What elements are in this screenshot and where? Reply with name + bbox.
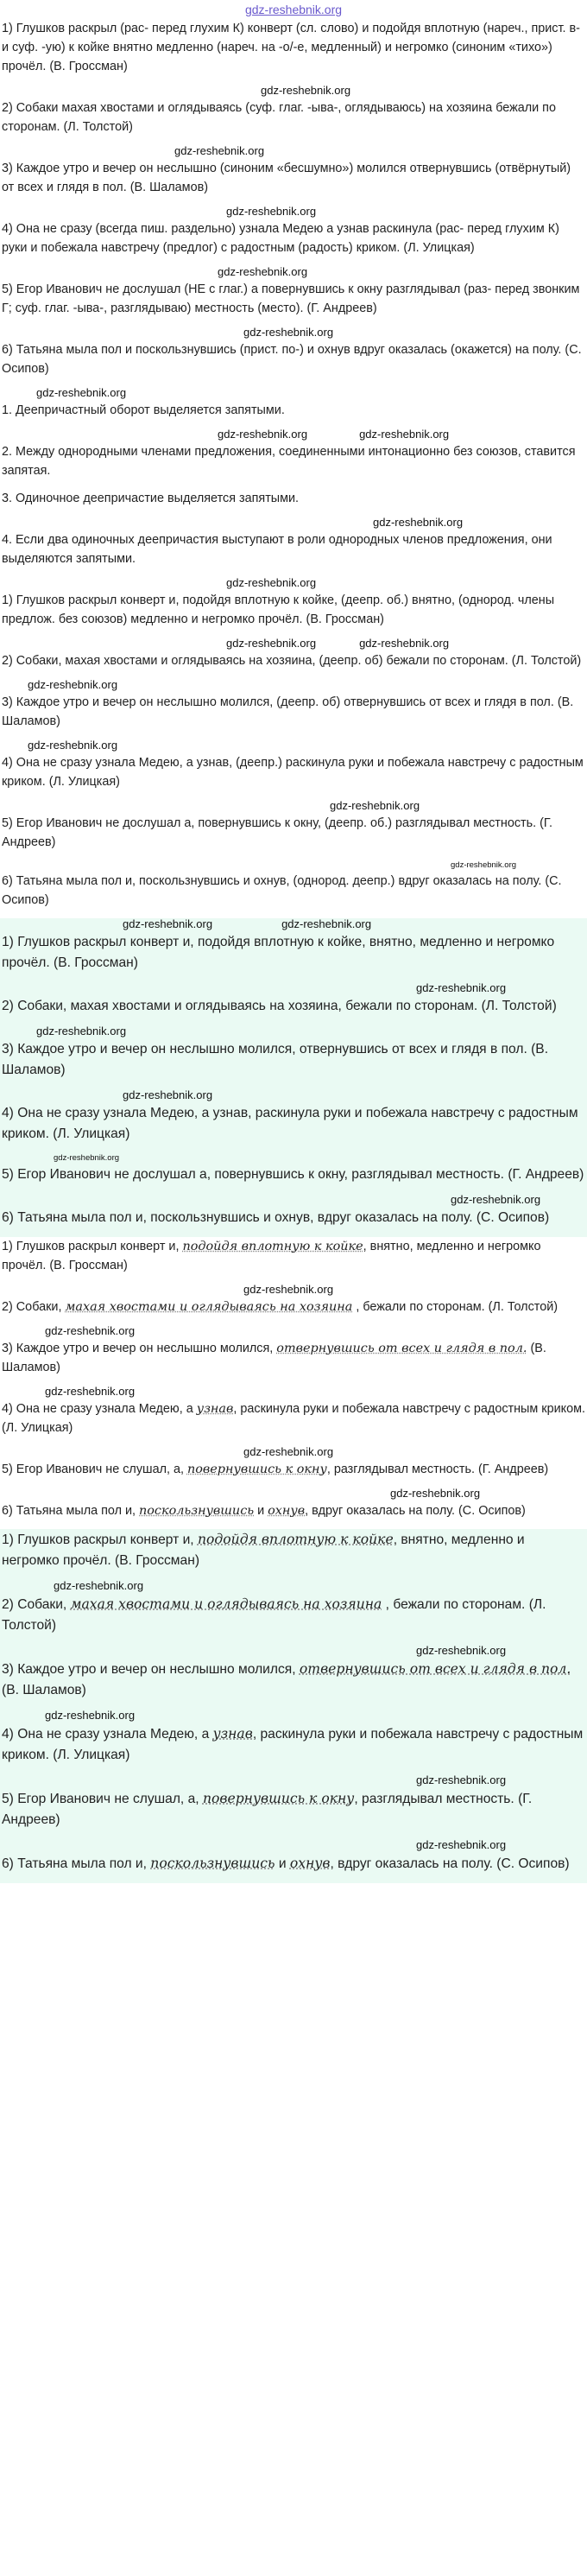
text-line: 6) Татьяна мыла пол и, поскользнувшись и охнув, (однород. деепр.) вдруг оказалась на полу. (С. Осипов) [2,874,562,907]
watermark: gdz-reshebnik.org [226,205,317,218]
text-line: 3) Каждое утро и вечер он неслышно молился, отвернувшись от всех и глядя в пол. (В. Шаламов) [2,1342,546,1374]
text-line: 5) Егор Иванович не дослушал (НЕ с глаг.) а повернувшись к окну разглядывал (раз- перед звонким Г; суф. глаг. -ыва-, разглядываю) местность (место). (Г. Андреев) [2,282,580,315]
site-link[interactable]: gdz-reshebnik.org [244,3,343,16]
rule-line: 2. Между однородными членами предложения, соединенными интонационно без союзов, ставится запятая. [2,445,576,478]
watermark: gdz-reshebnik.org [416,981,507,994]
text-line: 6) Татьяна мыла пол и, поскользнувшись и охнув, вдруг оказалась на полу. (С. Осипов) [2,1856,570,1871]
text-line: 3) Каждое утро и вечер он неслышно (синоним «бесшумно») молился отвернувшись (отвёрнутый) от всех и глядя в пол. (В. Шаламов) [2,162,571,194]
watermark: gdz-reshebnik.org [174,144,265,157]
watermark: gdz-reshebnik.org [28,739,118,752]
watermark: gdz-reshebnik.org [54,1579,144,1592]
rule-line: 3. Одиночное деепричастие выделяется запятыми. [2,492,300,505]
text-line: 4) Она не сразу узнала Медею, а узнав, раскинула руки и побежала навстречу с радостным криком. (Л. Улицкая) [2,1402,585,1435]
watermark: gdz-reshebnik.org [373,516,464,529]
text-line: 2) Собаки, махая хвостами и оглядываясь на хозяина, (деепр. об) бежали по сторонам. (Л. Толстой) [2,654,582,668]
site-header [0,0,587,19]
section-rules [0,401,587,589]
watermark: gdz-reshebnik.org [330,799,420,812]
text-line: 1) Глушков раскрыл конверт и, подойдя вплотную к койке, (деепр. об.) внятно, (однород. члены предлож. без союзов) медленно и негромко прочёл. (В. Гроссман) [2,593,555,626]
watermark: gdz-reshebnik.org [28,678,118,691]
text-line: 6) Татьяна мыла пол и поскользнувшись (прист. по-) и охнув вдруг оказалась (окажется) на полу. (С. Осипов) [2,343,582,376]
watermark: gdz-reshebnik.org [243,1283,334,1296]
text-line: 5) Егор Иванович не слушал, а, повернувшись к окну, разглядывал местность. (Г. Андреев) [2,1791,533,1827]
watermark: gdz-reshebnik.org [36,386,127,399]
section-corrected [0,918,587,1237]
watermark: gdz-reshebnik.org [45,1385,136,1398]
watermark: gdz-reshebnik.org [261,84,351,97]
text-line: 3) Каждое утро и вечер он неслышно молился, отвернувшись от всех и глядя в пол. (В. Шаламов) [2,1661,571,1697]
watermark: gdz-reshebnik.org [45,1709,136,1722]
watermark: gdz-reshebnik.org [45,1324,136,1337]
watermark: gdz-reshebnik.org gdz-reshebnik.org [218,428,450,441]
watermark: gdz-reshebnik.org [123,1088,213,1101]
watermark: gdz-reshebnik.org [416,1773,507,1786]
section-annotated [0,19,587,399]
text-line: 2) Собаки, махая хвостами и оглядываясь на хозяина , бежали по сторонам. (Л. Толстой) [2,1300,559,1314]
text-line: 4) Она не сразу узнала Медею, а узнав, (деепр.) раскинула руки и побежала навстречу с радостным криком. (Л. Улицкая) [2,756,584,789]
text-line: 3) Каждое утро и вечер он неслышно молился, (деепр. об) отвернувшись от всех и глядя в пол. (В. Шаламов) [2,695,574,728]
text-line: 2) Собаки, махая хвостами и оглядываясь на хозяина, бежали по сторонам. (Л. Толстой) [2,999,557,1013]
watermark: gdz-reshebnik.org [390,1487,481,1500]
watermark: gdz-reshebnik.org [218,265,308,278]
text-line: 4) Она не сразу узнала Медею, а узнав, раскинула руки и побежала навстречу с радостным криком. (Л. Улицкая) [2,1106,578,1141]
watermark: gdz-reshebnik.org [243,326,334,339]
watermark: gdz-reshebnik.org [451,1193,541,1206]
text-line: 6) Татьяна мыла пол и, поскользнувшись и охнув, вдруг оказалась на полу. (С. Осипов) [2,1504,526,1518]
text-line: 2) Собаки махая хвостами и оглядываясь (суф. глаг. -ыва-, оглядываюсь) на хозяина бежали по сторонам. (Л. Толстой) [2,101,556,134]
text-line: 1) Глушков раскрыл конверт и, подойдя вплотную к койке, внятно, медленно и негромко прочёл. (В. Гроссман) [2,935,555,970]
text-line: 5) Егор Иванович не дослушал а, повернувшись к окну, (деепр. об.) разглядывал местность. (Г. Андреев) [2,816,552,849]
watermark: gdz-reshebnik.org gdz-reshebnik.org [226,637,450,650]
text-line: 1) Глушков раскрыл (рас- перед глухим К) конверт (сл. слово) и подойдя вплотную (нареч., прист. в- и суф. -ую) к койке внятно медленно (нареч. на -о/-е, медленный) и негромко (синоним «тихо») прочёл. (В. Гроссман) [2,22,580,73]
watermark: gdz-reshebnik.org [451,860,517,870]
rule-line: 1. Деепричастный оборот выделяется запятыми. [2,403,285,417]
rule-line: 4. Если два одиночных деепричастия выступают в роли однородных членов предложения, они выделяются запятыми. [2,533,552,566]
section-highlighted [0,1237,587,1529]
text-line: 4) Она не сразу (всегда пиш. раздельно) узнала Медею а узнав раскинула (рас- перед глухим К) руки и побежала навстречу (предлог) с радостным (радость) криком. (Л. Улицкая) [2,222,559,255]
text-line: 2) Собаки, махая хвостами и оглядываясь на хозяина , бежали по сторонам. (Л. Толстой) [2,1596,546,1633]
text-line: 4) Она не сразу узнала Медею, а узнав, раскинула руки и побежала навстречу с радостным криком. (Л. Улицкая) [2,1726,584,1762]
watermark: gdz-reshebnik.org [54,1153,120,1163]
text-line: 5) Егор Иванович не слушал, а, повернувшись к окну, разглядывал местность. (Г. Андреев) [2,1462,549,1476]
text-line: 1) Глушков раскрыл конверт и, подойдя вплотную к койке, внятно, медленно и негромко прочёл. (В. Гроссман) [2,1240,541,1272]
section-explained [0,591,587,918]
section-highlighted-final [0,1529,587,1883]
text-line: 1) Глушков раскрыл конверт и, подойдя вплотную к койке, внятно, медленно и негромко прочёл. (В. Гроссман) [2,1532,525,1568]
watermark: gdz-reshebnik.org gdz-reshebnik.org [123,917,372,930]
watermark: gdz-reshebnik.org [416,1838,507,1851]
watermark: gdz-reshebnik.org [36,1025,127,1037]
watermark: gdz-reshebnik.org [243,1445,334,1458]
watermark: gdz-reshebnik.org [226,576,317,589]
text-line: 6) Татьяна мыла пол и, поскользнувшись и охнув, вдруг оказалась на полу. (С. Осипов) [2,1210,550,1225]
text-line: 3) Каждое утро и вечер он неслышно молился, отвернувшись от всех и глядя в пол. (В. Шаламов) [2,1042,549,1077]
text-line: 5) Егор Иванович не дослушал а, повернувшись к окну, разглядывал местность. (Г. Андреев) [2,1167,584,1182]
watermark: gdz-reshebnik.org [416,1644,507,1657]
